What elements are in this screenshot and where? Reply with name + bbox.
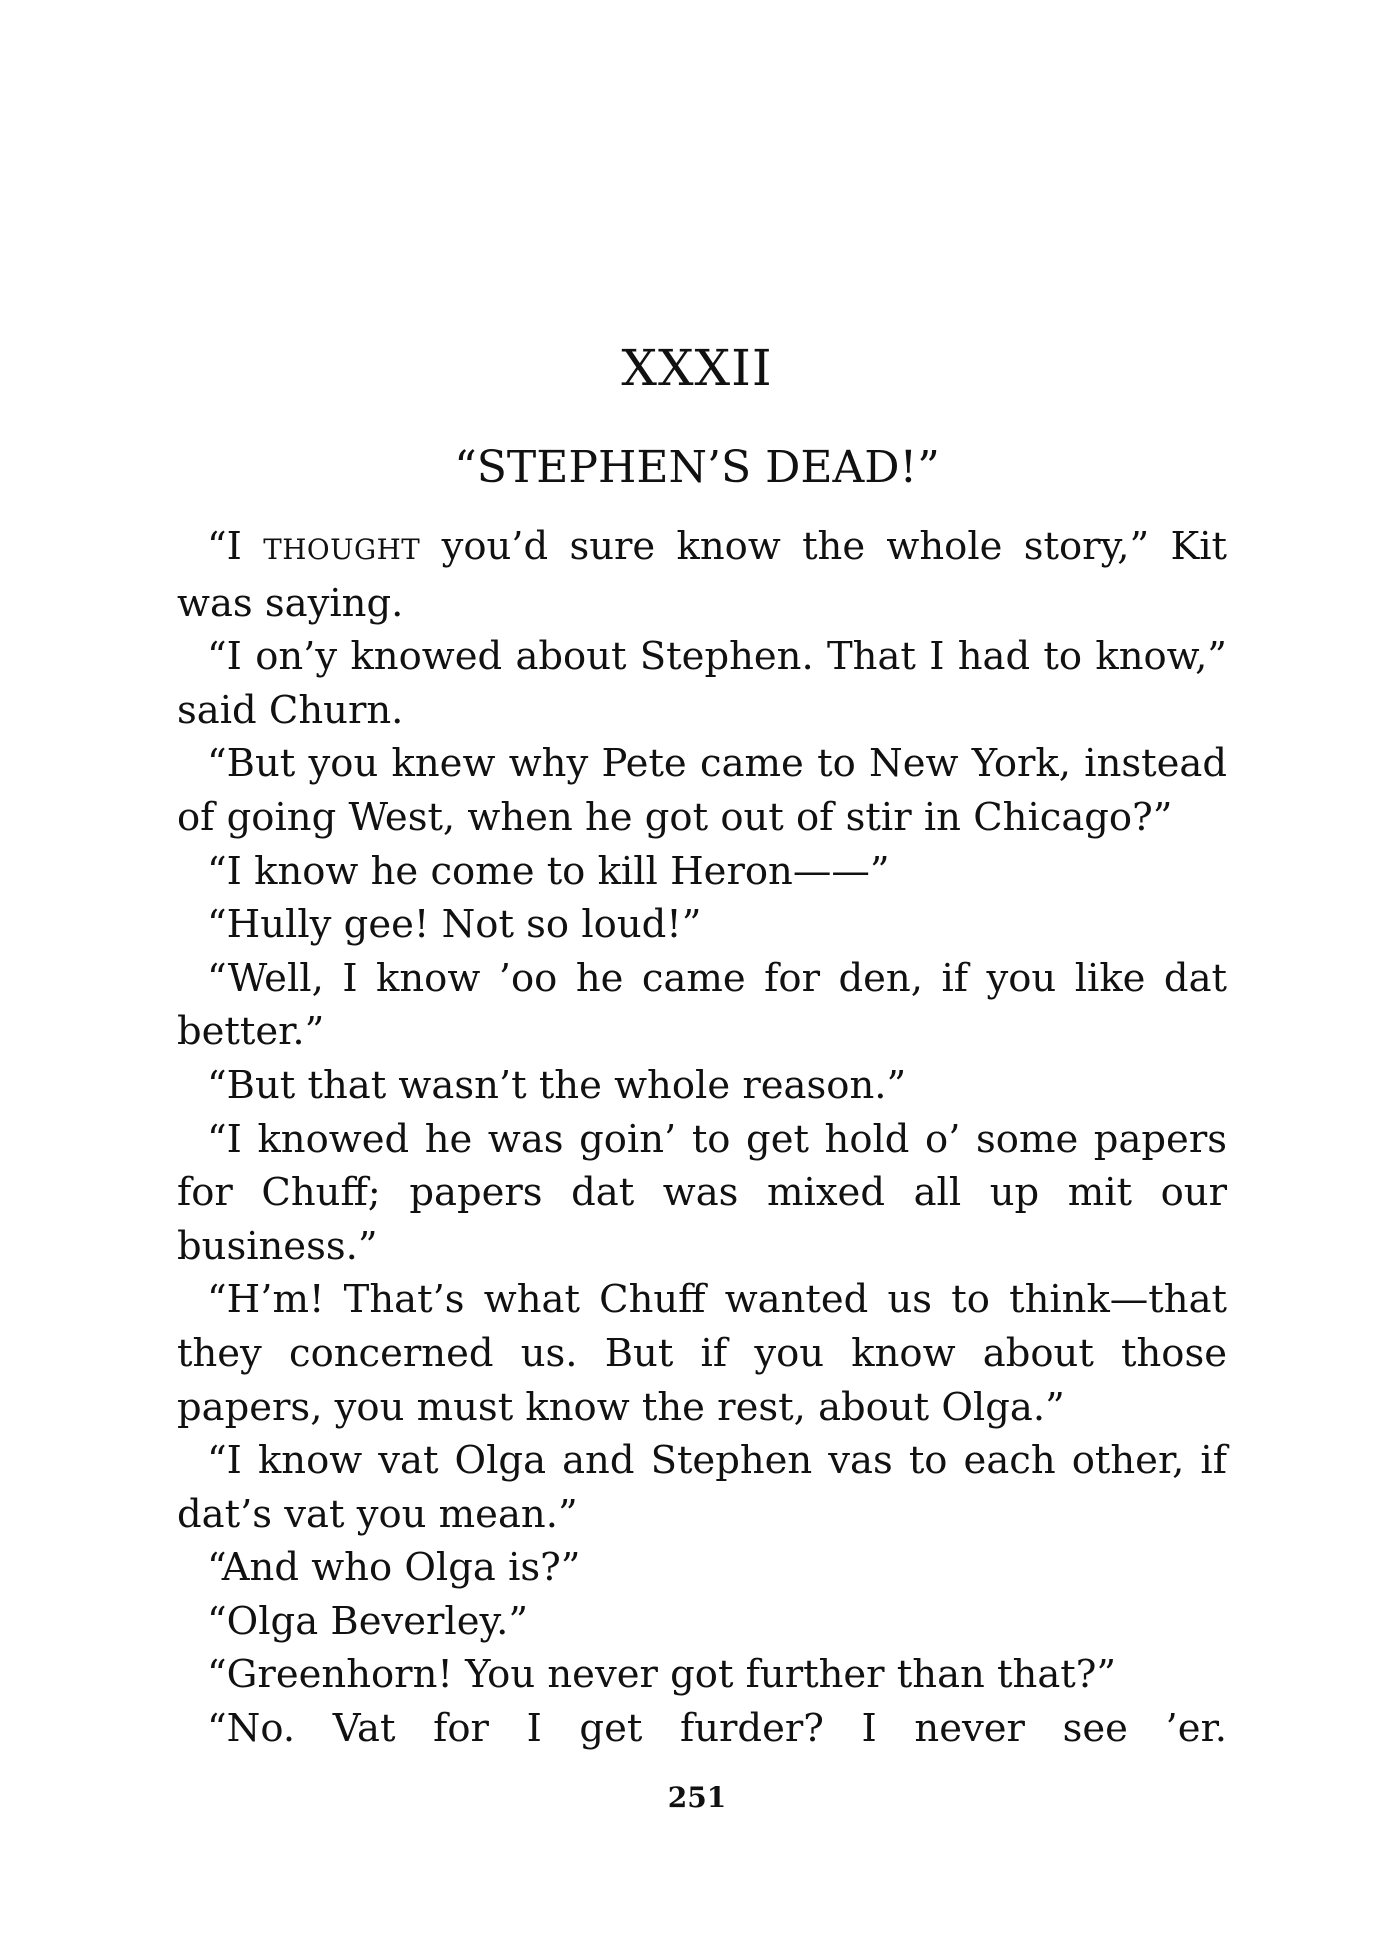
paragraph: “But that wasn’t the whole reason.” <box>207 1062 907 1108</box>
paragraph: “I knowed he was goin’ to get hold o’ some papers for Chuff; papers dat was mixed all up mit our business.” <box>177 1116 1227 1269</box>
small-caps-word: THOUGHT <box>263 533 421 566</box>
body-text <box>177 520 1227 1756</box>
paragraph: “And who Olga is?” <box>207 1545 581 1591</box>
chapter-title: “STEPHEN’S DEAD!” <box>454 442 940 493</box>
paragraph: “H’m! That’s what Chuff wanted us to think—that they concerned us. But if you know about those papers, you must know the rest, about Olga.” <box>177 1277 1227 1430</box>
paragraph: “I know vat Olga and Stephen vas to each other, if dat’s vat you mean.” <box>177 1438 1227 1537</box>
paragraph-text: you’d sure know the whole story,” Kit was saying. <box>177 524 1227 626</box>
paragraph <box>177 520 1227 630</box>
paragraph: “I on’y knowed about Stephen. That I had to know,” said Churn. <box>177 634 1227 733</box>
paragraph: “But you knew why Pete came to New York, instead of going West, when he got out of stir in Chicago?” <box>177 741 1227 840</box>
paragraph: “Well, I know ’oo he came for den, if you like dat better.” <box>177 955 1227 1055</box>
paragraph: “Olga Beverley.” <box>207 1598 529 1644</box>
paragraph: “I know he come to kill Heron——” <box>207 848 890 894</box>
paragraph: “No. Vat for I get furder? I never see ’er. <box>207 1706 1227 1752</box>
page-number: 251 <box>667 1781 727 1814</box>
paragraph-opening: “I <box>207 524 264 569</box>
paragraph: “Greenhorn! You never got further than that?” <box>207 1652 1117 1698</box>
paragraph: “Hully gee! Not so loud!” <box>207 902 702 948</box>
chapter-number: XXXII <box>621 339 773 397</box>
